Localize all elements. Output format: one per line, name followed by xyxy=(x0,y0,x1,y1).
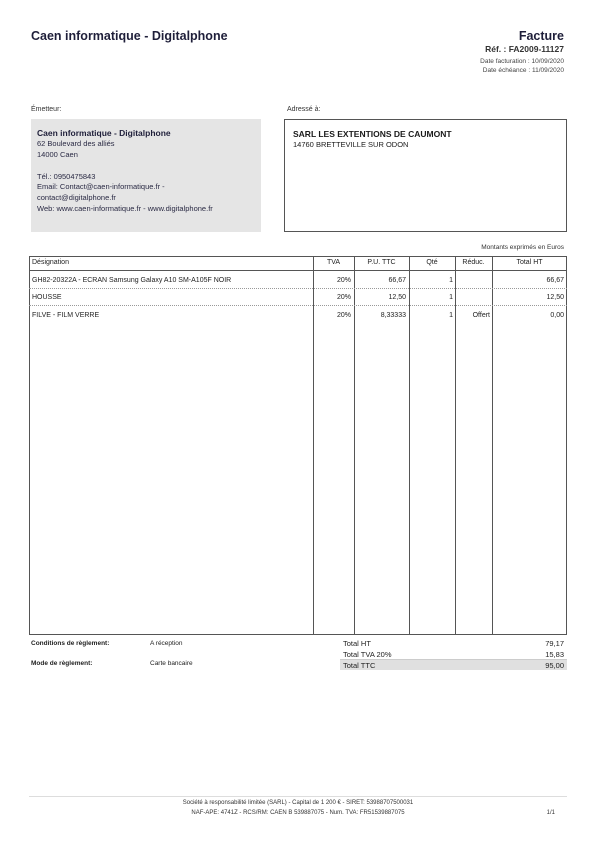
payment-mode-label: Mode de règlement: xyxy=(31,660,93,667)
client-address: 14760 BRETTEVILLE SUR ODON xyxy=(293,140,409,149)
row-total-ht: 0,00 xyxy=(550,312,564,319)
client-label: Adressé à: xyxy=(287,106,321,113)
total-ht-label: Total HT xyxy=(343,639,371,648)
total-ht-value: 79,17 xyxy=(545,639,564,648)
row-designation: FILVE - FILM VERRE xyxy=(32,312,100,319)
payment-terms-label: Conditions de règlement: xyxy=(31,640,110,647)
client-name: SARL LES EXTENTIONS DE CAUMONT xyxy=(293,129,452,139)
issuer-email-line2: contact@digitalphone.fr xyxy=(37,193,116,203)
header-unit-price: P.U. TTC xyxy=(367,259,396,266)
table-header-divider xyxy=(29,270,567,271)
header-total-ht: Total HT xyxy=(516,259,543,266)
issuer-address-line2: 14000 Caen xyxy=(37,149,78,159)
row-unit-price: 8,33333 xyxy=(380,312,406,319)
issuer-address-line1: 62 Boulevard des alliés xyxy=(37,139,115,148)
header-designation: Désignation xyxy=(32,259,69,266)
issuer-phone: Tél.: 0950475843 xyxy=(37,171,96,181)
invoice-date: Date facturation : 10/09/2020 xyxy=(480,58,564,65)
invoice-dates xyxy=(480,57,564,75)
issuer-block xyxy=(31,119,261,232)
total-ttc-value: 95,00 xyxy=(545,661,564,670)
page-number: 1/1 xyxy=(546,810,555,816)
header-quantity: Qté xyxy=(426,259,438,266)
row-total-ht: 12,50 xyxy=(546,294,564,301)
row-discount: Offert xyxy=(472,312,490,319)
row-quantity: 1 xyxy=(449,312,453,319)
due-date: Date échéance : 11/09/2020 xyxy=(482,67,564,74)
footer-legal-line2: NAF-APE: 4741Z - RCS/RM: CAEN B 539887075 - Num. TVA: FR51539887075 xyxy=(191,810,405,816)
row-tva: 20% xyxy=(336,312,351,319)
currency-note: Montants exprimés en Euros xyxy=(481,244,564,251)
total-ttc-label: Total TTC xyxy=(343,661,376,670)
total-tva-value: 15,83 xyxy=(545,650,564,659)
client-block xyxy=(284,119,567,232)
total-ttc-row xyxy=(340,660,567,670)
footer-legal-line1: Société à responsabilité limitée (SARL) - Capital de 1 200 € - SIRET: 53988707500031 xyxy=(182,800,414,806)
header-discount: Réduc. xyxy=(462,259,485,266)
row-designation: HOUSSE xyxy=(32,294,62,301)
row-tva: 20% xyxy=(336,277,351,284)
invoice-reference: Réf. : FA2009-11127 xyxy=(485,44,564,54)
issuer-web: Web: www.caen-informatique.fr - www.digitalphone.fr xyxy=(37,203,213,213)
payment-terms-value: A réception xyxy=(150,640,183,647)
row-quantity: 1 xyxy=(449,294,453,301)
row-unit-price: 66,67 xyxy=(388,277,406,284)
issuer-email-line1: Email: Contact@caen-informatique.fr - xyxy=(37,182,165,192)
header-tva: TVA xyxy=(326,259,341,266)
issuer-label: Émetteur: xyxy=(31,106,62,113)
issuer-name: Caen informatique - Digitalphone xyxy=(37,128,171,138)
total-tva-label: Total TVA 20% xyxy=(343,650,392,659)
company-name: Caen informatique - Digitalphone xyxy=(31,29,228,43)
row-quantity: 1 xyxy=(449,277,453,284)
payment-mode-value: Carte bancaire xyxy=(150,660,193,667)
footer-divider xyxy=(29,796,567,797)
row-tva: 20% xyxy=(336,294,351,301)
document-title: Facture xyxy=(518,29,564,43)
row-separator xyxy=(29,305,567,306)
row-unit-price: 12,50 xyxy=(388,294,406,301)
row-total-ht: 66,67 xyxy=(546,277,564,284)
total-ht-row xyxy=(340,638,567,648)
row-separator xyxy=(29,288,567,289)
row-designation: GH82-20322A - ECRAN Samsung Galaxy A10 SM-A105F NOIR xyxy=(32,277,232,284)
total-tva-row xyxy=(340,649,567,660)
